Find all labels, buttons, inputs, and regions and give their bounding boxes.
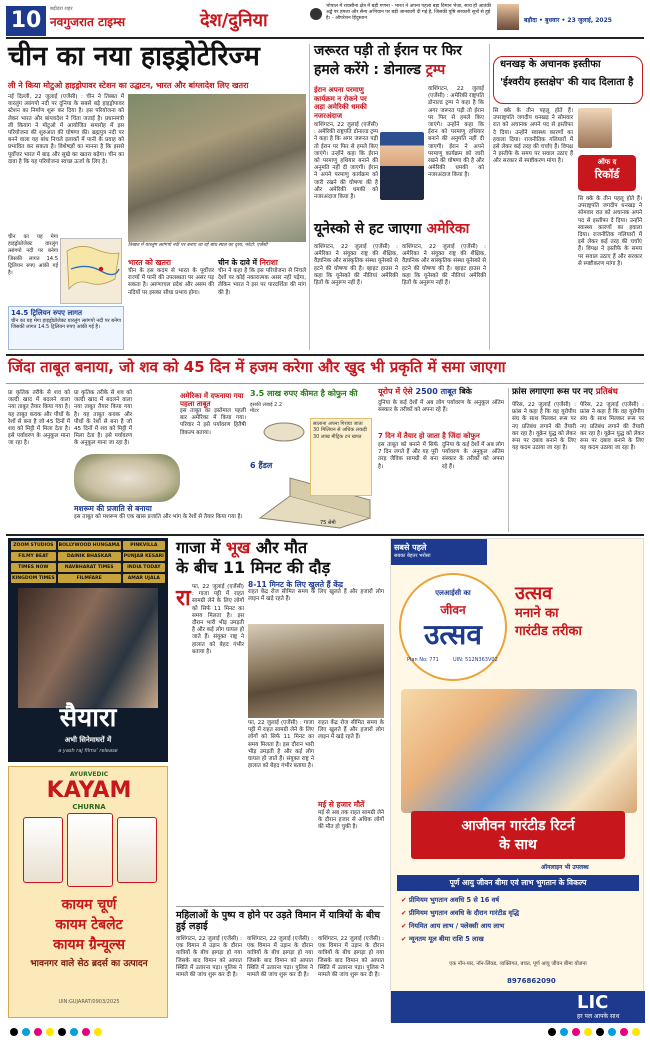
film-tag: NAVBHARAT TIMES xyxy=(58,563,121,572)
sub1-title: भारत को खतरा xyxy=(128,258,171,267)
film-tag: DAINIK BHASKAR xyxy=(58,552,121,561)
lic-slogan: हर पल आपके साथ xyxy=(577,1013,620,1020)
gaza-photo xyxy=(248,624,384,718)
europe-headline-end: बिके xyxy=(459,387,472,396)
kayam-license: UIN:GUJARAT/0903/2025 xyxy=(58,999,120,1005)
gaza-headline-b: और मौत xyxy=(255,538,308,557)
film-tags xyxy=(8,538,168,586)
kayam-product: CHURNA xyxy=(72,803,106,811)
women-body-3: वाशिंगटन, 22 जुलाई (एजेंसी) : एक विमान में उड़ान के दौरान यात्रियों के बीच झगड़ा हो गया जिसके बाद विमान को आपात स्थिति में उतारना पड़ा। पुलिस ने मामले की जांच शुरू कर दी है। xyxy=(318,936,384,979)
france-body-2: पेरिस, 22 जुलाई (एजेंसी) : फ्रांस ने कहा है कि वह यूरोपीय संघ के साथ मिलकर रूस पर नए प्रतिबंध लगाने की तैयारी कर रहा है। यूक्रेन युद्ध को लेकर रूस पर दबाव बनाने के लिए यह कदम उठाया जा रहा है। xyxy=(580,402,644,452)
fig-title: 3.5 लाख रुपए कीमत है कोफुन की xyxy=(250,389,358,398)
sub2-title-text: चीन के दावे में xyxy=(218,258,258,267)
lic-bullet-text: न्यूनतम मूल बीमा राशि 5 लाख xyxy=(408,935,484,943)
film-tag: ZOOM STUDIOS xyxy=(11,541,56,550)
bottom-color-dots-right xyxy=(548,1028,640,1036)
map-box-text: चीन का यह मेगा हाइड्रोप्रोजेक्ट यारलुंग त्सांगपो नदी पर बनेगा जिसकी लागत 14.5 ट्रिलियन रुपए आंकी गई है। xyxy=(11,318,121,331)
masthead xyxy=(0,0,650,38)
kayam-brand: KAYAM xyxy=(46,778,132,803)
trump-body-2: वाशिंगटन, 22 जुलाई (एजेंसी) : अमेरिकी राष्ट्रपति डोनाल्ड ट्रम्प ने कहा है कि अगर जरूरत पड़ी तो ईरान पर फिर से हमले किए जाएंगे। उन्होंने कहा कि ईरान को परमाणु हथियार बनाने की अनुमति नहीं दी जाएगी। ईरान ने अपने परमाणु कार्यक्रम को जारी रखने की घोषणा की है और अमेरिकी धमकी को नजरअंदाज किया है। xyxy=(428,86,484,179)
gaza-sub-title: मई से हजार मौतें xyxy=(318,800,365,809)
unesco-body: वाशिंगटन, 22 जुलाई (एजेंसी) : अमेरिका ने संयुक्त राष्ट्र की शैक्षिक, वैज्ञानिक और सांस्कृतिक संस्था यूनेस्को से हटने की घोषणा की है। व्हाइट हाउस ने कहा कि यूनेस्को की नीतियां अमेरिकी हितों के अनुरूप नहीं हैं। xyxy=(314,244,398,287)
china-photo-caption: तिब्बत में यारलुंग त्सांगपो नदी पर बनाए जा रहे बांध स्थल का दृश्य, फोटो: एजेंसी xyxy=(128,243,268,248)
lic-ribbon-1: आजीवन गारंटीड रिटर्न xyxy=(461,818,575,834)
gaza-sub-body: मई से अब तक राहत सामग्री लेने के दौरान हजार से अधिक लोगों की मौत हो चुकी है। xyxy=(318,810,384,831)
china-sub1 xyxy=(128,258,214,352)
unesco-headline-red: अमेरिका xyxy=(426,221,470,237)
lic-bullet-item xyxy=(401,908,637,917)
lic-brand: LIC xyxy=(577,992,609,1013)
trump-photo xyxy=(380,132,424,200)
check-icon: ✔ xyxy=(401,896,409,904)
check-icon: ✔ xyxy=(401,909,409,917)
kayam-bottle-1 xyxy=(23,817,63,883)
page-number: 10 xyxy=(6,6,46,36)
china-sub2 xyxy=(218,258,306,352)
kayam-bottle-2 xyxy=(67,813,113,887)
gaza-drop-cap: रा xyxy=(176,586,191,611)
lic-jeevan: जीवन xyxy=(440,603,466,617)
europe-sub-body-2: दुनिया के कई देशों में अब लोग पर्यावरण के अनुकूल अंतिम संस्कार के तरीकों को अपना रहे हैं। xyxy=(442,442,504,470)
badge-top: ऑफ द xyxy=(597,158,617,166)
lic-uin: UIN: 512N363V02 xyxy=(453,657,498,663)
lic-bullets xyxy=(401,895,637,947)
lic-bullet-item xyxy=(401,895,637,904)
film-tag: KINGDOM TIMES xyxy=(12,576,55,581)
gaza-body-2: फा, 22 जुलाई (एजेंसी) : गाजा पट्टी में राहत सामग्री लेने के लिए लोगों को सिर्फ 11 मिनट का समय मिलता है। इस दौरान भारी भीड़ उमड़ती है और कई लोग घायल हो जाते हैं। संयुक्त राष्ट्र ने हालात को बेहद गंभीर बताया है। xyxy=(248,720,314,770)
china-dam-photo xyxy=(128,94,306,242)
gaza-headline-2: के बीच 11 मिनट की दौड़ xyxy=(176,558,331,577)
gaza-body-3: राहत केंद्र रोज सीमित समय के लिए खुलते हैं और हजारों लोग लाइन में खड़े रहते हैं। xyxy=(318,720,384,741)
unesco-headline xyxy=(314,222,486,237)
gaza-side-title: 8-11 मिनट के लिए खुलते हैं केंद्र xyxy=(248,580,343,589)
coffin-sub1-title: अमेरिका में दफनाया गया पहला ताबूत xyxy=(180,392,244,408)
coffin-sub2-title: मशरूम की प्रजाति से बनाया xyxy=(74,504,152,513)
lic-bullet-text: प्रीमियम भुगतान अवधि 5 से 16 वर्ष xyxy=(408,896,500,904)
check-icon: ✔ xyxy=(401,922,409,930)
women-headline: महिलाओं के पुष्प व होने पर उड़ते विमान में यात्रियों के बीच हुई लड़ाई xyxy=(176,910,381,932)
coffin-sub2 xyxy=(74,504,246,536)
gaza-side-body: राहत केंद्र रोज सीमित समय के लिए खुलते हैं और हजारों लोग लाइन में खड़े रहते हैं। xyxy=(248,589,384,603)
lic-top-tag-1: सबसे पहले xyxy=(394,543,427,552)
dhankhar-photo xyxy=(578,108,612,148)
france-headline xyxy=(512,388,644,397)
lic-bullet-item xyxy=(401,921,637,930)
france-headline-red: प्रतिबंध xyxy=(595,387,618,397)
coffin-body-2: प्रा कृतिक तरीके से शव को जल्दी खाद में बदलने वाला नया ताबूत तैयार किया गया है। यह ताबूत कवक और पौधों के रेशों से बना है जो 45 दिनों में शव को मिट्टी में मिला देता है। इसे पर्यावरण के अनुकूल माना जा रहा है। xyxy=(74,390,132,447)
off-the-record-badge xyxy=(578,155,636,191)
coffin-sub1 xyxy=(180,392,246,486)
sub2-title-red: निराशा xyxy=(259,258,278,267)
lic-ribbon xyxy=(411,811,625,859)
badge-bottom: रिकॉर्ड xyxy=(594,168,620,181)
film-tag: FILMFARE xyxy=(58,574,121,583)
europe-sub-title: 7 दिन में तैयार हो जाता है जिंदा कोफुन xyxy=(378,432,480,440)
europe-headline-red: यूरोप में ऐसे xyxy=(378,387,413,396)
kayam-line-3: कायम ग्रैन्यूल्स xyxy=(53,937,125,953)
sub2-body: चीन ने कहा है कि इस परियोजना से निचले देशों पर कोई नकारात्मक असर नहीं पड़ेगा, लेकिन भारत ने इस पर पारदर्शिता की मांग की है। xyxy=(218,268,306,296)
france-body: पेरिस, 22 जुलाई (एजेंसी) : फ्रांस ने कहा है कि वह यूरोपीय संघ के साथ मिलकर रूस पर नए प्रतिबंध लगाने की तैयारी कर रहा है। यूक्रेन युद्ध को लेकर रूस पर दबाव बनाने के लिए यह कदम उठाया जा रहा है। xyxy=(512,402,576,452)
dhankhar-body-2: सि क्के के तीन पहलू होते हैं। उपराष्ट्रपति जगदीप धनखड़ ने सोमवार रात को अचानक अपने पद से इस्तीफा दे दिया। उन्होंने स्वास्थ्य कारणों का हवाला दिया। राजनीतिक गलियारों में इसे लेकर कई तरह की चर्चाएं हैं। विपक्ष ने इस्तीफे के समय पर सवाल उठाए हैं और सरकार से स्पष्टीकरण मांगा है। xyxy=(578,196,642,267)
china-headline: चीन का नया हाइड्रोटेरिज्म xyxy=(8,41,260,72)
check-icon: ✔ xyxy=(401,935,409,943)
china-body: नई दिल्ली, 22 जुलाई (एजेंसी) : चीन ने तिब्बत में यारलुंग त्सांगपो नदी पर दुनिया के सबसे बड़े हाइड्रोपावर स्टेशन का निर्माण शुरू कर दिया है। इस परियोजना को लेकर भारत और बांग्लादेश ने चिंता जताई है। प्रधानमंत्री ली कियांग ने मोटुओ में आयोजित समारोह में इस परियोजना की शुरुआत की घोषणा की। ब्रह्मपुत्र नदी पर बनने वाला यह बांध निचले इलाकों में पानी के प्रवाह को प्रभावित कर सकता है। विशेषज्ञों का मानना है कि इससे पूर्वोत्तर भारत में बाढ़ और सूखे का खतरा बढ़ेगा। चीन का दावा है कि यह परियोजना स्वच्छ ऊर्जा के लिए है। xyxy=(8,94,124,165)
ticker-photo xyxy=(497,4,519,30)
lic-pretitle: एलआईसी का xyxy=(435,589,471,597)
trump-headline-1: जरूरत पड़ी तो ईरान पर फिर xyxy=(314,43,462,59)
women-body: वाशिंगटन, 22 जुलाई (एजेंसी) : एक विमान में उड़ान के दौरान यात्रियों के बीच झगड़ा हो गया जिसके बाद विमान को आपात स्थिति में उतारना पड़ा। पुलिस ने मामले की जांच शुरू कर दी है। xyxy=(176,936,242,979)
coffin-headline: जिंदा ताबूत बनाया, जो शव को 45 दिन में हजम करेगा और खुद भी प्रकृति में समा जाएगा xyxy=(8,358,506,376)
kayam-ad[interactable] xyxy=(8,766,168,1018)
france-headline-text: फ्रांस लगाएगा रूस पर नए xyxy=(512,387,593,397)
dhankhar-headline-2: 'ईश्वरीय हस्तक्षेप' की याद दिलाता है xyxy=(500,77,634,88)
lic-right-title-2: मनाने का xyxy=(515,606,559,621)
lic-right-title-3: गारंटीड तरीका xyxy=(515,624,582,639)
fig-label-width: 75 सेमी xyxy=(320,520,336,526)
trump-sub: ईरान अपना परमाणु कार्यक्रम न रोकने पर अड़ा अमेरिकी धमकी नजरअंदाज xyxy=(314,86,367,120)
kayam-line-1: कायम चूर्ण xyxy=(61,897,117,913)
china-map-box xyxy=(8,306,124,350)
ticker-icon xyxy=(310,8,322,20)
fig-label-length: इसकी लंबाई 2.2 मीटर xyxy=(250,402,283,414)
china-body-2: चीन का यह मेगा हाइड्रोप्रोजेक्ट यारलुंग त्सांगपो नदी पर बनेगा जिसकी लागत 14.5 ट्रिलियन रुपए आंकी गई है। xyxy=(8,234,58,277)
lic-footer: एक नॉन-पार, नॉन-लिंक्ड, व्यक्तिगत, बचत, पूर्ण आयु जीवन बीमा योजना xyxy=(449,961,587,967)
kofun-figure xyxy=(250,388,374,532)
film-tag: PUNJAB KESARI xyxy=(123,554,164,559)
gaza-headline-a: गाजा में xyxy=(176,538,221,557)
section-title: देश/दुनिया xyxy=(200,10,268,31)
bottom-color-dots-left xyxy=(10,1028,102,1036)
lic-ribbon-2: के साथ xyxy=(499,837,537,853)
unesco-body-2: वाशिंगटन, 22 जुलाई (एजेंसी) : अमेरिका ने संयुक्त राष्ट्र की शैक्षिक, वैज्ञानिक और सांस्कृतिक संस्था यूनेस्को से हटने की घोषणा की है। व्हाइट हाउस ने कहा कि यूनेस्को की नीतियां अमेरिकी हितों के अनुरूप नहीं हैं। xyxy=(402,244,486,287)
fig-label-handles: 6 हैंडल xyxy=(250,461,273,470)
sub2-title xyxy=(218,258,306,268)
lic-ad[interactable] xyxy=(390,538,644,1022)
paper-small: बड़ोदरा शहर xyxy=(50,6,73,12)
film-tag: TIMES NOW xyxy=(11,563,56,572)
gaza-sub xyxy=(318,800,384,900)
unesco-headline-text: यूनेस्को से हट जाएगा xyxy=(314,221,422,237)
film-subtitle: अभी सिनेमाघरों में xyxy=(64,736,112,744)
lic-phone: 8976862090 xyxy=(507,977,556,985)
kayam-line-4: भावनगर वाले सेठ ब्रदर्स का उत्पादन xyxy=(30,959,148,969)
europe-headline-blue: 2500 ताबूत xyxy=(415,387,457,396)
film-tag: FILMY BEAT xyxy=(11,552,56,561)
coffin-sub1-body: इस ताबूत का इस्तेमाल पहली बार अमेरिका में किया गया। परिवार ने इसे पर्यावरण हितैषी विकल्प बताया। xyxy=(180,408,246,436)
trump-headline-red: ट्रम्प xyxy=(425,62,446,78)
paper-name: नवगुजरात टाइम्स xyxy=(50,15,126,29)
lic-bullets-title: पूर्ण आयु जीवन बीमा एवं लाभ भुगतान के विकल्प xyxy=(397,875,639,891)
film-tag: AMAR UJALA xyxy=(123,574,165,583)
trump-headline-2 xyxy=(314,63,482,78)
lic-plan: Plan No: 771 xyxy=(407,657,439,663)
dateline: बड़ौदा • बुधवार • 23 जुलाई, 2025 xyxy=(524,17,612,24)
ticker-text: भोपाल में रायसीना क्षेत्र में बड़ी गणना - भारत ने अपना पहला बड़ा विमान भेजा, साथ ही आतंकी अड्डे पर हमला और सैन्य अभियान पर बड़ी जानकारी दी गई है, जिसकी पुष्टि सरकारी सूत्रों से हुई है। - ऑपरेशन हिंदुस्तान xyxy=(326,4,492,21)
gaza-body: फा, 22 जुलाई (एजेंसी) : गाजा पट्टी में राहत सामग्री लेने के लिए लोगों को सिर्फ 11 मिनट का समय मिलता है। इस दौरान भारी भीड़ उमड़ती है और कई लोग घायल हो जाते हैं। संयुक्त राष्ट्र ने हालात को बेहद गंभीर बताया है। xyxy=(192,584,244,655)
dhankhar-headline-1: धनखड़ के अचानक इस्तीफा xyxy=(500,59,601,70)
europe-body: दुनिया के कई देशों में अब लोग पर्यावरण के अनुकूल अंतिम संस्कार के तरीकों को अपना रहे हैं। xyxy=(378,400,504,414)
gaza-headline-1 xyxy=(176,540,384,557)
lic-utsav: उत्सव xyxy=(424,618,482,651)
film-title: सैयारा xyxy=(59,703,117,733)
kayam-ayurvedic: AYURVEDIC xyxy=(69,771,109,778)
lic-top-tag-2: सबका बेहतर भरोसा xyxy=(394,553,431,559)
dhankhar-body: सि क्के के तीन पहलू होते हैं। उपराष्ट्रपति जगदीप धनखड़ ने सोमवार रात को अचानक अपने पद से इस्तीफा दे दिया। उन्होंने स्वास्थ्य कारणों का हवाला दिया। राजनीतिक गलियारों में इसे लेकर कई तरह की चर्चाएं हैं। विपक्ष ने इस्तीफे के समय पर सवाल उठाए हैं और सरकार से स्पष्टीकरण मांगा है। xyxy=(493,108,573,165)
lic-family-photo xyxy=(401,689,637,813)
china-subhead: ली ने किया मोटुओ हाइड्रोपावर स्टेशन का उद्घाटन, भारत और बांग्लादेश लिए खतरा xyxy=(8,81,249,90)
map-box-title: 14.5 ट्रिलियन रुपए लागत xyxy=(11,309,82,317)
trump-headline-2-text: हमले करेंगे : डोनाल्ड xyxy=(314,62,421,78)
gaza-headline-red: भूख xyxy=(225,538,251,557)
coffin-body: प्रा कृतिक तरीके से शव को जल्दी खाद में बदलने वाला नया ताबूत तैयार किया गया है। यह ताबूत कवक और पौधों के रेशों से बना है जो 45 दिनों में शव को मिट्टी में मिला देता है। इसे पर्यावरण के अनुकूल माना जा रहा है। xyxy=(8,390,70,447)
sub1-body: चीन के इस कदम से भारत के पूर्वोत्तर राज्यों में पानी की उपलब्धता पर असर पड़ सकता है। अरुणाचल प्रदेश और असम की नदियों पर इसका सीधा प्रभाव होगा। xyxy=(128,268,214,296)
film-credit: a yash raj films' release xyxy=(58,748,118,754)
women-body-2: वाशिंगटन, 22 जुलाई (एजेंसी) : एक विमान में उड़ान के दौरान यात्रियों के बीच झगड़ा हो गया जिसके बाद विमान को आपात स्थिति में उतारना पड़ा। पुलिस ने मामले की जांच शुरू कर दी है। xyxy=(247,936,313,979)
europe-sub-body: इस ताबूत को बनाने में सिर्फ 7 दिन लगते हैं और यह पूरी तरह जैविक सामग्री से बना है। xyxy=(378,442,438,470)
fig-info-box: सालाना अपना गिराया जाता 30 मिलियन से अधिक लकड़ी 30 लाख मीट्रिक टन खपत xyxy=(310,418,372,496)
film-tag: PINKVILLA xyxy=(123,541,165,550)
lic-right-title-1: उत्सव xyxy=(515,583,553,604)
lic-online: ऑनलाइन भी उपलब्ध xyxy=(541,864,589,871)
film-tag: BOLLYWOOD HUNGAMA xyxy=(58,543,120,548)
gaza-side-box xyxy=(248,580,384,617)
trump-body: वाशिंगटन, 22 जुलाई (एजेंसी) : अमेरिकी राष्ट्रपति डोनाल्ड ट्रम्प ने कहा है कि अगर जरूरत पड़ी तो ईरान पर फिर से हमले किए जाएंगे। उन्होंने कहा कि ईरान को परमाणु हथियार बनाने की अनुमति नहीं दी जाएगी। ईरान ने अपने परमाणु कार्यक्रम को जारी रखने की घोषणा की है और अमेरिकी धमकी को नजरअंदाज किया है। xyxy=(314,122,378,201)
film-poster xyxy=(18,588,158,708)
film-tag: INDIA TODAY xyxy=(123,563,165,572)
lic-bullet-item xyxy=(401,934,637,943)
kayam-line-2: कायम टेबलेट xyxy=(55,917,123,933)
lic-bullet-text: नियमित आय लाभ / फ्लेक्सी आय लाभ xyxy=(408,922,505,930)
film-ad[interactable] xyxy=(8,538,168,762)
coffin-photo xyxy=(74,454,180,502)
coffin-sub2-body: इस ताबूत को मशरूम की एक खास प्रजाति और भांग के रेशों से तैयार किया गया है। xyxy=(74,514,243,520)
lic-bullet-text: प्रीमियम भुगतान अवधि के दौरान गारंटीड वृद्धि xyxy=(408,909,520,917)
kayam-bottle-3 xyxy=(117,817,157,883)
china-map xyxy=(60,238,122,304)
lic-top-tag xyxy=(391,539,487,565)
europe-headline xyxy=(378,388,502,396)
